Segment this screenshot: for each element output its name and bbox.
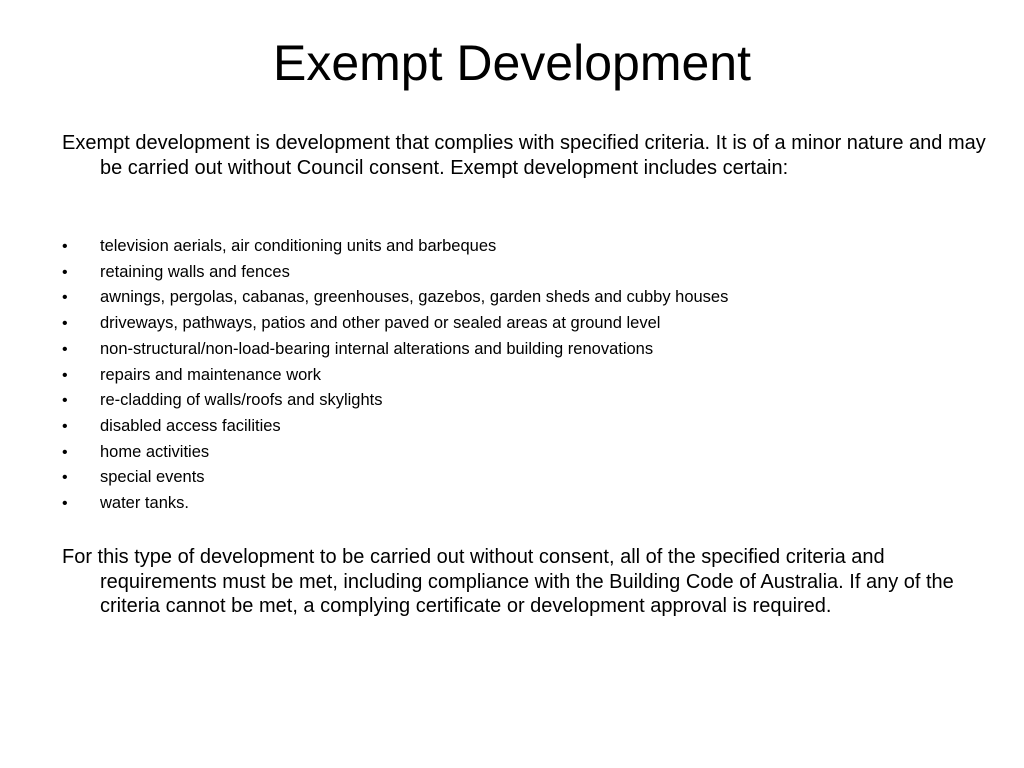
bullet-icon: •: [62, 238, 68, 255]
bullet-icon: •: [62, 289, 68, 307]
list-item: [62, 440, 952, 466]
list-item: [62, 414, 952, 440]
list-item-text: re-cladding of walls/roofs and skylights: [100, 391, 383, 410]
list-item-text: disabled access facilities: [100, 416, 281, 435]
list-item-text: home activities: [100, 442, 210, 461]
bullet-icon: •: [62, 366, 68, 384]
list-item-text: television aerials, air conditioning units and barbeques: [100, 237, 497, 255]
list-item-text: special events: [100, 468, 205, 487]
list-item: [62, 337, 952, 363]
list-item-text: retaining walls and fences: [100, 262, 290, 281]
bullet-icon: •: [62, 392, 68, 410]
list-item-text: awnings, pergolas, cabanas, greenhouses, gazebos, garden sheds and cubby houses: [100, 288, 729, 307]
list-item-text: driveways, pathways, patios and other paved or sealed areas at ground level: [100, 314, 661, 333]
list-item-text: non-structural/non-load-bearing internal alterations and building renovations: [100, 339, 654, 358]
list-item: [62, 260, 952, 286]
bullet-icon: •: [62, 495, 68, 513]
closing-paragraph: For this type of development to be carried out without consent, all of the specified criteria and requirements must be met, including compliance with the Building Code of Australia. If any of the criteria cannot be met, a complying certificate or development approval is required.: [62, 546, 954, 617]
list-item: [62, 285, 952, 311]
bullet-icon: •: [62, 340, 68, 358]
list-item: [62, 388, 952, 414]
bullet-icon: •: [62, 469, 68, 487]
intro-paragraph: Exempt development is development that complies with specified criteria. It is of a minor nature and may be carried out without Council consent. Exempt development includes certain:: [62, 132, 986, 179]
bullet-icon: •: [62, 263, 68, 281]
bullet-icon: •: [62, 443, 68, 461]
list-item: [62, 363, 952, 389]
exempt-items-list: [62, 234, 952, 517]
list-item-text: repairs and maintenance work: [100, 365, 322, 384]
list-item-text: water tanks.: [100, 494, 189, 513]
list-item: [62, 491, 952, 517]
bullet-icon: •: [62, 417, 68, 435]
list-item: [62, 465, 952, 491]
list-item: [62, 234, 952, 260]
list-item: [62, 311, 952, 337]
slide-title: Exempt Development: [272, 35, 751, 91]
bullet-icon: •: [62, 315, 68, 333]
